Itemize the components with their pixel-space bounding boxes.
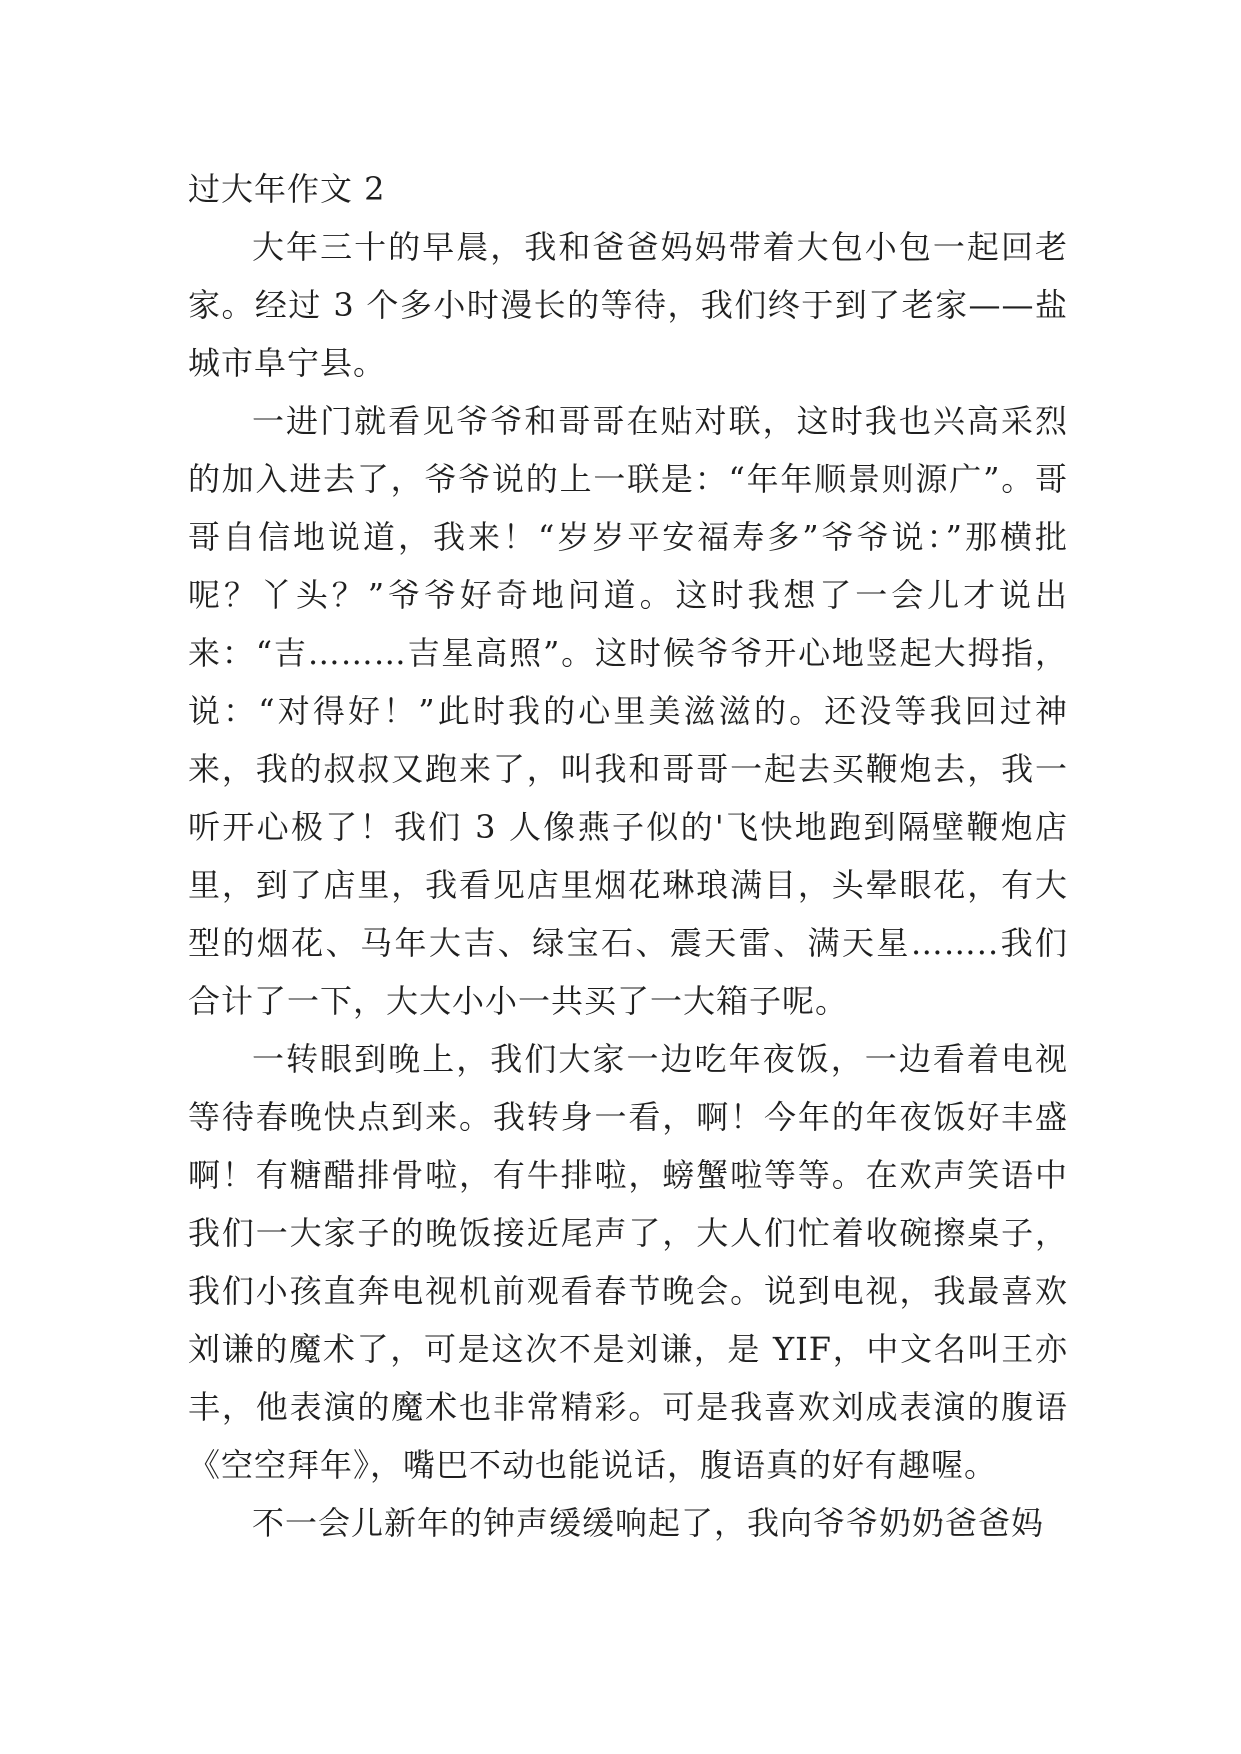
paragraph-2: 一进门就看见爷爷和哥哥在贴对联，这时我也兴高采烈的加入进去了，爷爷说的上一联是：“年年顺景则源广”。哥哥自信地说道，我来！“岁岁平安福寿多”爷爷说：”那横批呢？丫头？”爷爷好奇地问道。这时我想了一会儿才说出来：“吉………吉星高照”。这时候爷爷开心地竖起大拇指，说：“对得好！”此时我的心里美滋滋的。还没等我回过神来，我的叔叔又跑来了，叫我和哥哥一起去买鞭炮去，我一听开心极了！我们 3 人像燕子似的'飞快地跑到隔壁鞭炮店里，到了店里，我看见店里烟花琳琅满目，头晕眼花，有大型的烟花、马年大吉、绿宝石、震天雷、满天星……..我们合计了一下，大大小小一共买了一大箱子呢。: [188, 402, 1068, 1020]
paragraph-3: 一转眼到晚上，我们大家一边吃年夜饭，一边看着电视等待春晚快点到来。我转身一看，啊！今年的年夜饭好丰盛啊！有糖醋排骨啦，有牛排啦，螃蟹啦等等。在欢声笑语中我们一大家子的晚饭接近尾声了，大人们忙着收碗擦桌子，我们小孩直奔电视机前观看春节晚会。说到电视，我最喜欢刘谦的魔术了，可是这次不是刘谦，是 YIF，中文名叫王亦丰，他表演的魔术也非常精彩。可是我喜欢刘成表演的腹语《空空拜年》，嘴巴不动也能说话，腹语真的好有趣喔。: [188, 1040, 1068, 1484]
paragraph-4: 不一会儿新年的钟声缓缓响起了，我向爷爷奶奶爸爸妈: [252, 1504, 1045, 1542]
essay-title: 过大年作文 2: [188, 170, 386, 208]
document-body: [188, 160, 1068, 1552]
paragraph-1: 大年三十的早晨，我和爸爸妈妈带着大包小包一起回老家。经过 3 个多小时漫长的等待，我们终于到了老家——盐城市阜宁县。: [188, 228, 1068, 382]
